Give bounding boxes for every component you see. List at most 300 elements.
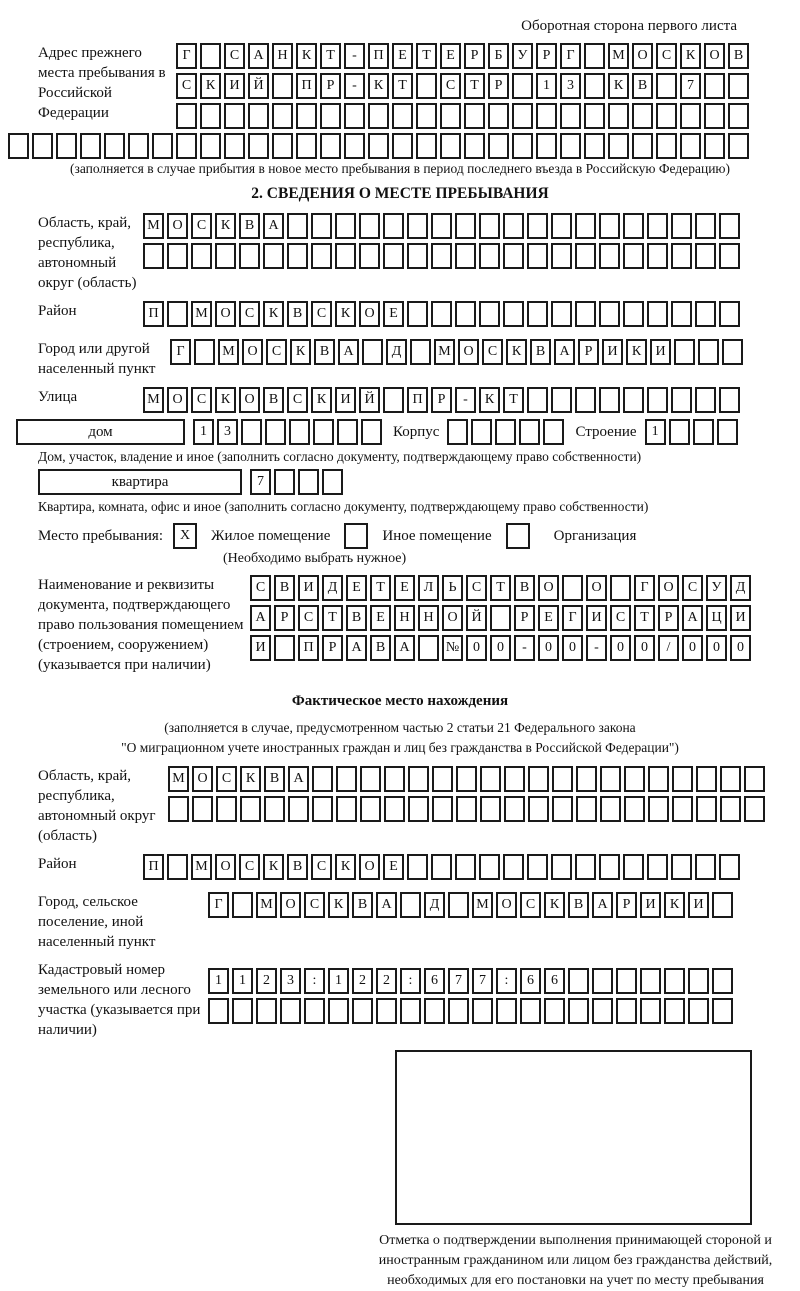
char-box[interactable]: Т bbox=[320, 43, 341, 69]
char-box[interactable]: О bbox=[215, 301, 236, 327]
char-box[interactable] bbox=[456, 796, 477, 822]
char-box[interactable]: Т bbox=[490, 575, 511, 601]
char-box[interactable]: Д bbox=[322, 575, 343, 601]
char-box[interactable]: Г bbox=[560, 43, 581, 69]
char-box[interactable] bbox=[599, 213, 620, 239]
char-box[interactable] bbox=[599, 301, 620, 327]
char-box[interactable] bbox=[471, 419, 492, 445]
char-box[interactable] bbox=[527, 243, 548, 269]
char-box[interactable]: К bbox=[608, 73, 629, 99]
char-box[interactable] bbox=[418, 635, 439, 661]
char-box[interactable] bbox=[440, 103, 461, 129]
char-box[interactable] bbox=[600, 766, 621, 792]
char-box[interactable]: 0 bbox=[682, 635, 703, 661]
char-box[interactable]: 2 bbox=[256, 968, 277, 994]
char-box[interactable] bbox=[608, 103, 629, 129]
char-box[interactable]: - bbox=[455, 387, 476, 413]
char-box[interactable] bbox=[408, 796, 429, 822]
char-box[interactable] bbox=[575, 213, 596, 239]
char-box[interactable] bbox=[288, 796, 309, 822]
char-box[interactable]: С bbox=[610, 605, 631, 631]
char-box[interactable]: Ц bbox=[706, 605, 727, 631]
char-box[interactable] bbox=[104, 133, 125, 159]
char-box[interactable]: Р bbox=[322, 635, 343, 661]
char-box[interactable] bbox=[551, 243, 572, 269]
char-box[interactable] bbox=[200, 103, 221, 129]
char-box[interactable] bbox=[287, 213, 308, 239]
char-box[interactable]: Б bbox=[488, 43, 509, 69]
char-box[interactable] bbox=[208, 998, 229, 1024]
char-box[interactable]: К bbox=[240, 766, 261, 792]
char-box[interactable] bbox=[536, 133, 557, 159]
char-box[interactable]: И bbox=[250, 635, 271, 661]
char-box[interactable] bbox=[623, 243, 644, 269]
char-box[interactable]: О bbox=[239, 387, 260, 413]
char-box[interactable]: Р bbox=[536, 43, 557, 69]
char-box[interactable] bbox=[241, 419, 262, 445]
char-box[interactable] bbox=[623, 854, 644, 880]
char-box[interactable]: И bbox=[586, 605, 607, 631]
char-box[interactable] bbox=[695, 387, 716, 413]
checkbox-organizatsiya[interactable] bbox=[506, 523, 530, 549]
char-box[interactable]: К bbox=[544, 892, 565, 918]
char-box[interactable] bbox=[695, 213, 716, 239]
char-box[interactable] bbox=[344, 133, 365, 159]
char-box[interactable] bbox=[528, 796, 549, 822]
char-box[interactable]: 1 bbox=[328, 968, 349, 994]
char-box[interactable] bbox=[562, 575, 583, 601]
char-box[interactable] bbox=[722, 339, 743, 365]
char-box[interactable]: И bbox=[640, 892, 661, 918]
char-box[interactable]: Т bbox=[322, 605, 343, 631]
char-box[interactable]: М bbox=[143, 387, 164, 413]
char-box[interactable] bbox=[384, 796, 405, 822]
char-box[interactable] bbox=[455, 854, 476, 880]
char-box[interactable] bbox=[575, 301, 596, 327]
char-box[interactable] bbox=[728, 103, 749, 129]
char-box[interactable] bbox=[744, 766, 765, 792]
char-box[interactable] bbox=[416, 73, 437, 99]
char-box[interactable] bbox=[472, 998, 493, 1024]
char-box[interactable]: С bbox=[466, 575, 487, 601]
char-box[interactable]: О bbox=[458, 339, 479, 365]
char-box[interactable] bbox=[194, 339, 215, 365]
char-box[interactable]: К bbox=[263, 854, 284, 880]
char-box[interactable] bbox=[674, 339, 695, 365]
char-box[interactable] bbox=[528, 766, 549, 792]
char-box[interactable]: Й bbox=[359, 387, 380, 413]
char-box[interactable] bbox=[128, 133, 149, 159]
char-box[interactable]: В bbox=[352, 892, 373, 918]
char-box[interactable]: Г bbox=[562, 605, 583, 631]
char-box[interactable] bbox=[192, 796, 213, 822]
char-box[interactable]: К bbox=[664, 892, 685, 918]
char-box[interactable] bbox=[383, 243, 404, 269]
char-box[interactable]: П bbox=[407, 387, 428, 413]
char-box[interactable] bbox=[360, 796, 381, 822]
char-box[interactable] bbox=[383, 387, 404, 413]
char-box[interactable]: Д bbox=[424, 892, 445, 918]
char-box[interactable] bbox=[664, 998, 685, 1024]
char-box[interactable]: В bbox=[530, 339, 551, 365]
char-box[interactable]: К bbox=[506, 339, 527, 365]
char-box[interactable]: М bbox=[218, 339, 239, 365]
char-box[interactable] bbox=[544, 998, 565, 1024]
char-box[interactable]: № bbox=[442, 635, 463, 661]
char-box[interactable] bbox=[431, 301, 452, 327]
char-box[interactable]: О bbox=[242, 339, 263, 365]
char-box[interactable]: М bbox=[608, 43, 629, 69]
char-box[interactable]: Л bbox=[418, 575, 439, 601]
char-box[interactable]: 0 bbox=[538, 635, 559, 661]
char-box[interactable] bbox=[568, 998, 589, 1024]
char-box[interactable] bbox=[280, 998, 301, 1024]
char-box[interactable]: 0 bbox=[490, 635, 511, 661]
char-box[interactable]: В bbox=[514, 575, 535, 601]
char-box[interactable] bbox=[448, 892, 469, 918]
char-box[interactable]: А bbox=[394, 635, 415, 661]
char-box[interactable] bbox=[560, 103, 581, 129]
char-box[interactable]: Ь bbox=[442, 575, 463, 601]
char-box[interactable]: О bbox=[192, 766, 213, 792]
char-box[interactable] bbox=[512, 103, 533, 129]
char-box[interactable]: / bbox=[658, 635, 679, 661]
char-box[interactable]: Е bbox=[383, 301, 404, 327]
char-box[interactable]: С bbox=[311, 301, 332, 327]
char-box[interactable] bbox=[479, 854, 500, 880]
char-box[interactable] bbox=[407, 243, 428, 269]
char-box[interactable]: П bbox=[143, 301, 164, 327]
char-box[interactable]: И bbox=[688, 892, 709, 918]
char-box[interactable] bbox=[337, 419, 358, 445]
char-box[interactable] bbox=[719, 243, 740, 269]
char-box[interactable]: С bbox=[239, 301, 260, 327]
char-box[interactable]: Е bbox=[440, 43, 461, 69]
char-box[interactable] bbox=[336, 796, 357, 822]
char-box[interactable] bbox=[527, 854, 548, 880]
char-box[interactable] bbox=[719, 387, 740, 413]
char-box[interactable]: К bbox=[311, 387, 332, 413]
char-box[interactable] bbox=[431, 243, 452, 269]
char-box[interactable] bbox=[552, 766, 573, 792]
char-box[interactable]: О bbox=[632, 43, 653, 69]
char-box[interactable] bbox=[328, 998, 349, 1024]
char-box[interactable] bbox=[274, 469, 295, 495]
char-box[interactable] bbox=[551, 854, 572, 880]
char-box[interactable]: Е bbox=[392, 43, 413, 69]
char-box[interactable] bbox=[176, 133, 197, 159]
char-box[interactable] bbox=[592, 968, 613, 994]
char-box[interactable] bbox=[298, 469, 319, 495]
char-box[interactable]: Н bbox=[418, 605, 439, 631]
char-box[interactable] bbox=[320, 133, 341, 159]
char-box[interactable] bbox=[336, 766, 357, 792]
char-box[interactable]: О bbox=[215, 854, 236, 880]
char-box[interactable]: Й bbox=[248, 73, 269, 99]
char-box[interactable]: С bbox=[191, 213, 212, 239]
char-box[interactable] bbox=[647, 213, 668, 239]
char-box[interactable]: 0 bbox=[706, 635, 727, 661]
char-box[interactable] bbox=[695, 301, 716, 327]
char-box[interactable]: - bbox=[344, 43, 365, 69]
char-box[interactable] bbox=[584, 103, 605, 129]
char-box[interactable] bbox=[431, 213, 452, 239]
char-box[interactable] bbox=[359, 213, 380, 239]
char-box[interactable]: О bbox=[167, 387, 188, 413]
char-box[interactable]: О bbox=[280, 892, 301, 918]
char-box[interactable] bbox=[80, 133, 101, 159]
char-box[interactable]: У bbox=[706, 575, 727, 601]
char-box[interactable] bbox=[495, 419, 516, 445]
char-box[interactable] bbox=[656, 73, 677, 99]
char-box[interactable]: А bbox=[554, 339, 575, 365]
char-box[interactable]: С bbox=[682, 575, 703, 601]
char-box[interactable]: Р bbox=[431, 387, 452, 413]
char-box[interactable] bbox=[592, 998, 613, 1024]
char-box[interactable] bbox=[224, 103, 245, 129]
char-box[interactable] bbox=[624, 766, 645, 792]
char-box[interactable]: 0 bbox=[730, 635, 751, 661]
char-box[interactable] bbox=[408, 766, 429, 792]
char-box[interactable] bbox=[536, 103, 557, 129]
char-box[interactable] bbox=[672, 796, 693, 822]
char-box[interactable] bbox=[456, 766, 477, 792]
char-box[interactable] bbox=[695, 854, 716, 880]
char-box[interactable]: П bbox=[143, 854, 164, 880]
char-box[interactable] bbox=[640, 968, 661, 994]
char-box[interactable]: О bbox=[359, 301, 380, 327]
char-box[interactable]: Е bbox=[370, 605, 391, 631]
char-box[interactable] bbox=[698, 339, 719, 365]
char-box[interactable] bbox=[704, 103, 725, 129]
char-box[interactable]: А bbox=[288, 766, 309, 792]
char-box[interactable]: К bbox=[328, 892, 349, 918]
char-box[interactable] bbox=[360, 766, 381, 792]
char-box[interactable]: В bbox=[274, 575, 295, 601]
char-box[interactable] bbox=[632, 103, 653, 129]
char-box[interactable] bbox=[335, 213, 356, 239]
char-box[interactable] bbox=[265, 419, 286, 445]
char-box[interactable] bbox=[215, 243, 236, 269]
char-box[interactable]: О bbox=[704, 43, 725, 69]
char-box[interactable]: И bbox=[335, 387, 356, 413]
char-box[interactable] bbox=[448, 998, 469, 1024]
char-box[interactable]: 3 bbox=[217, 419, 238, 445]
char-box[interactable]: Р bbox=[464, 43, 485, 69]
char-box[interactable]: О bbox=[496, 892, 517, 918]
char-box[interactable] bbox=[490, 605, 511, 631]
char-box[interactable] bbox=[296, 103, 317, 129]
char-box[interactable]: С bbox=[191, 387, 212, 413]
char-box[interactable]: И bbox=[602, 339, 623, 365]
char-box[interactable] bbox=[527, 213, 548, 239]
char-box[interactable] bbox=[568, 968, 589, 994]
char-box[interactable]: 2 bbox=[352, 968, 373, 994]
char-box[interactable]: Р bbox=[616, 892, 637, 918]
char-box[interactable] bbox=[424, 998, 445, 1024]
char-box[interactable]: О bbox=[442, 605, 463, 631]
char-box[interactable]: О bbox=[167, 213, 188, 239]
char-box[interactable] bbox=[400, 998, 421, 1024]
char-box[interactable]: О bbox=[538, 575, 559, 601]
char-box[interactable] bbox=[688, 998, 709, 1024]
char-box[interactable] bbox=[400, 892, 421, 918]
char-box[interactable] bbox=[693, 419, 714, 445]
char-box[interactable]: С bbox=[239, 854, 260, 880]
char-box[interactable] bbox=[479, 213, 500, 239]
char-box[interactable]: Е bbox=[346, 575, 367, 601]
char-box[interactable] bbox=[432, 766, 453, 792]
char-box[interactable]: О bbox=[586, 575, 607, 601]
char-box[interactable]: К bbox=[263, 301, 284, 327]
char-box[interactable] bbox=[503, 854, 524, 880]
char-box[interactable] bbox=[712, 968, 733, 994]
char-box[interactable] bbox=[176, 103, 197, 129]
char-box[interactable] bbox=[479, 301, 500, 327]
char-box[interactable]: П bbox=[368, 43, 389, 69]
char-box[interactable] bbox=[447, 419, 468, 445]
char-box[interactable] bbox=[623, 301, 644, 327]
char-box[interactable]: М bbox=[256, 892, 277, 918]
char-box[interactable] bbox=[616, 998, 637, 1024]
char-box[interactable]: 3 bbox=[560, 73, 581, 99]
char-box[interactable] bbox=[712, 998, 733, 1024]
char-box[interactable] bbox=[599, 854, 620, 880]
char-box[interactable] bbox=[361, 419, 382, 445]
char-box[interactable] bbox=[191, 243, 212, 269]
char-box[interactable] bbox=[599, 387, 620, 413]
char-box[interactable] bbox=[480, 766, 501, 792]
checkbox-zhiloe[interactable]: X bbox=[173, 523, 197, 549]
char-box[interactable] bbox=[656, 103, 677, 129]
char-box[interactable] bbox=[552, 796, 573, 822]
char-box[interactable]: Н bbox=[272, 43, 293, 69]
char-box[interactable]: 7 bbox=[448, 968, 469, 994]
char-box[interactable]: О bbox=[359, 854, 380, 880]
char-box[interactable]: А bbox=[592, 892, 613, 918]
char-box[interactable]: А bbox=[376, 892, 397, 918]
char-box[interactable]: А bbox=[346, 635, 367, 661]
char-box[interactable]: В bbox=[239, 213, 260, 239]
char-box[interactable]: 6 bbox=[424, 968, 445, 994]
char-box[interactable] bbox=[669, 419, 690, 445]
char-box[interactable] bbox=[479, 243, 500, 269]
char-box[interactable]: В bbox=[346, 605, 367, 631]
char-box[interactable]: К bbox=[479, 387, 500, 413]
char-box[interactable]: В bbox=[263, 387, 284, 413]
char-box[interactable] bbox=[551, 213, 572, 239]
char-box[interactable]: 1 bbox=[536, 73, 557, 99]
char-box[interactable] bbox=[383, 213, 404, 239]
char-box[interactable]: Р bbox=[320, 73, 341, 99]
char-box[interactable] bbox=[656, 133, 677, 159]
char-box[interactable] bbox=[344, 103, 365, 129]
char-box[interactable] bbox=[623, 387, 644, 413]
char-box[interactable]: Е bbox=[394, 575, 415, 601]
char-box[interactable] bbox=[696, 766, 717, 792]
char-box[interactable]: Р bbox=[578, 339, 599, 365]
char-box[interactable]: Т bbox=[392, 73, 413, 99]
char-box[interactable]: С bbox=[311, 854, 332, 880]
checkbox-inoe[interactable] bbox=[344, 523, 368, 549]
char-box[interactable]: Г bbox=[170, 339, 191, 365]
char-box[interactable] bbox=[143, 243, 164, 269]
char-box[interactable] bbox=[384, 766, 405, 792]
char-box[interactable] bbox=[263, 243, 284, 269]
char-box[interactable]: И bbox=[298, 575, 319, 601]
char-box[interactable]: К bbox=[368, 73, 389, 99]
char-box[interactable]: М bbox=[191, 854, 212, 880]
char-box[interactable] bbox=[440, 133, 461, 159]
char-box[interactable]: 1 bbox=[208, 968, 229, 994]
char-box[interactable]: 1 bbox=[193, 419, 214, 445]
char-box[interactable]: В bbox=[728, 43, 749, 69]
char-box[interactable]: : bbox=[400, 968, 421, 994]
char-box[interactable]: С bbox=[482, 339, 503, 365]
char-box[interactable] bbox=[376, 998, 397, 1024]
char-box[interactable] bbox=[551, 387, 572, 413]
char-box[interactable] bbox=[648, 796, 669, 822]
char-box[interactable] bbox=[717, 419, 738, 445]
char-box[interactable]: В bbox=[287, 854, 308, 880]
char-box[interactable] bbox=[232, 998, 253, 1024]
char-box[interactable] bbox=[407, 301, 428, 327]
char-box[interactable]: У bbox=[512, 43, 533, 69]
char-box[interactable]: Г bbox=[634, 575, 655, 601]
char-box[interactable] bbox=[167, 854, 188, 880]
char-box[interactable] bbox=[272, 103, 293, 129]
char-box[interactable] bbox=[648, 766, 669, 792]
char-box[interactable]: К bbox=[335, 301, 356, 327]
char-box[interactable] bbox=[272, 133, 293, 159]
char-box[interactable] bbox=[584, 43, 605, 69]
char-box[interactable] bbox=[584, 133, 605, 159]
char-box[interactable] bbox=[239, 243, 260, 269]
char-box[interactable]: Й bbox=[466, 605, 487, 631]
char-box[interactable] bbox=[480, 796, 501, 822]
char-box[interactable]: В bbox=[370, 635, 391, 661]
char-box[interactable]: Н bbox=[394, 605, 415, 631]
char-box[interactable] bbox=[362, 339, 383, 365]
char-box[interactable] bbox=[543, 419, 564, 445]
char-box[interactable] bbox=[322, 469, 343, 495]
char-box[interactable] bbox=[200, 133, 221, 159]
char-box[interactable] bbox=[407, 854, 428, 880]
char-box[interactable] bbox=[431, 854, 452, 880]
char-box[interactable] bbox=[527, 387, 548, 413]
char-box[interactable]: 1 bbox=[645, 419, 666, 445]
char-box[interactable] bbox=[576, 796, 597, 822]
char-box[interactable] bbox=[647, 387, 668, 413]
char-box[interactable]: В bbox=[568, 892, 589, 918]
char-box[interactable]: А bbox=[338, 339, 359, 365]
char-box[interactable] bbox=[368, 133, 389, 159]
char-box[interactable] bbox=[719, 213, 740, 239]
char-box[interactable] bbox=[464, 133, 485, 159]
char-box[interactable] bbox=[8, 133, 29, 159]
char-box[interactable] bbox=[728, 73, 749, 99]
char-box[interactable] bbox=[296, 133, 317, 159]
char-box[interactable]: С bbox=[224, 43, 245, 69]
char-box[interactable] bbox=[167, 301, 188, 327]
char-box[interactable]: : bbox=[304, 968, 325, 994]
char-box[interactable] bbox=[311, 213, 332, 239]
char-box[interactable] bbox=[632, 133, 653, 159]
char-box[interactable]: Т bbox=[464, 73, 485, 99]
char-box[interactable]: 3 bbox=[280, 968, 301, 994]
char-box[interactable]: М bbox=[191, 301, 212, 327]
char-box[interactable] bbox=[240, 796, 261, 822]
